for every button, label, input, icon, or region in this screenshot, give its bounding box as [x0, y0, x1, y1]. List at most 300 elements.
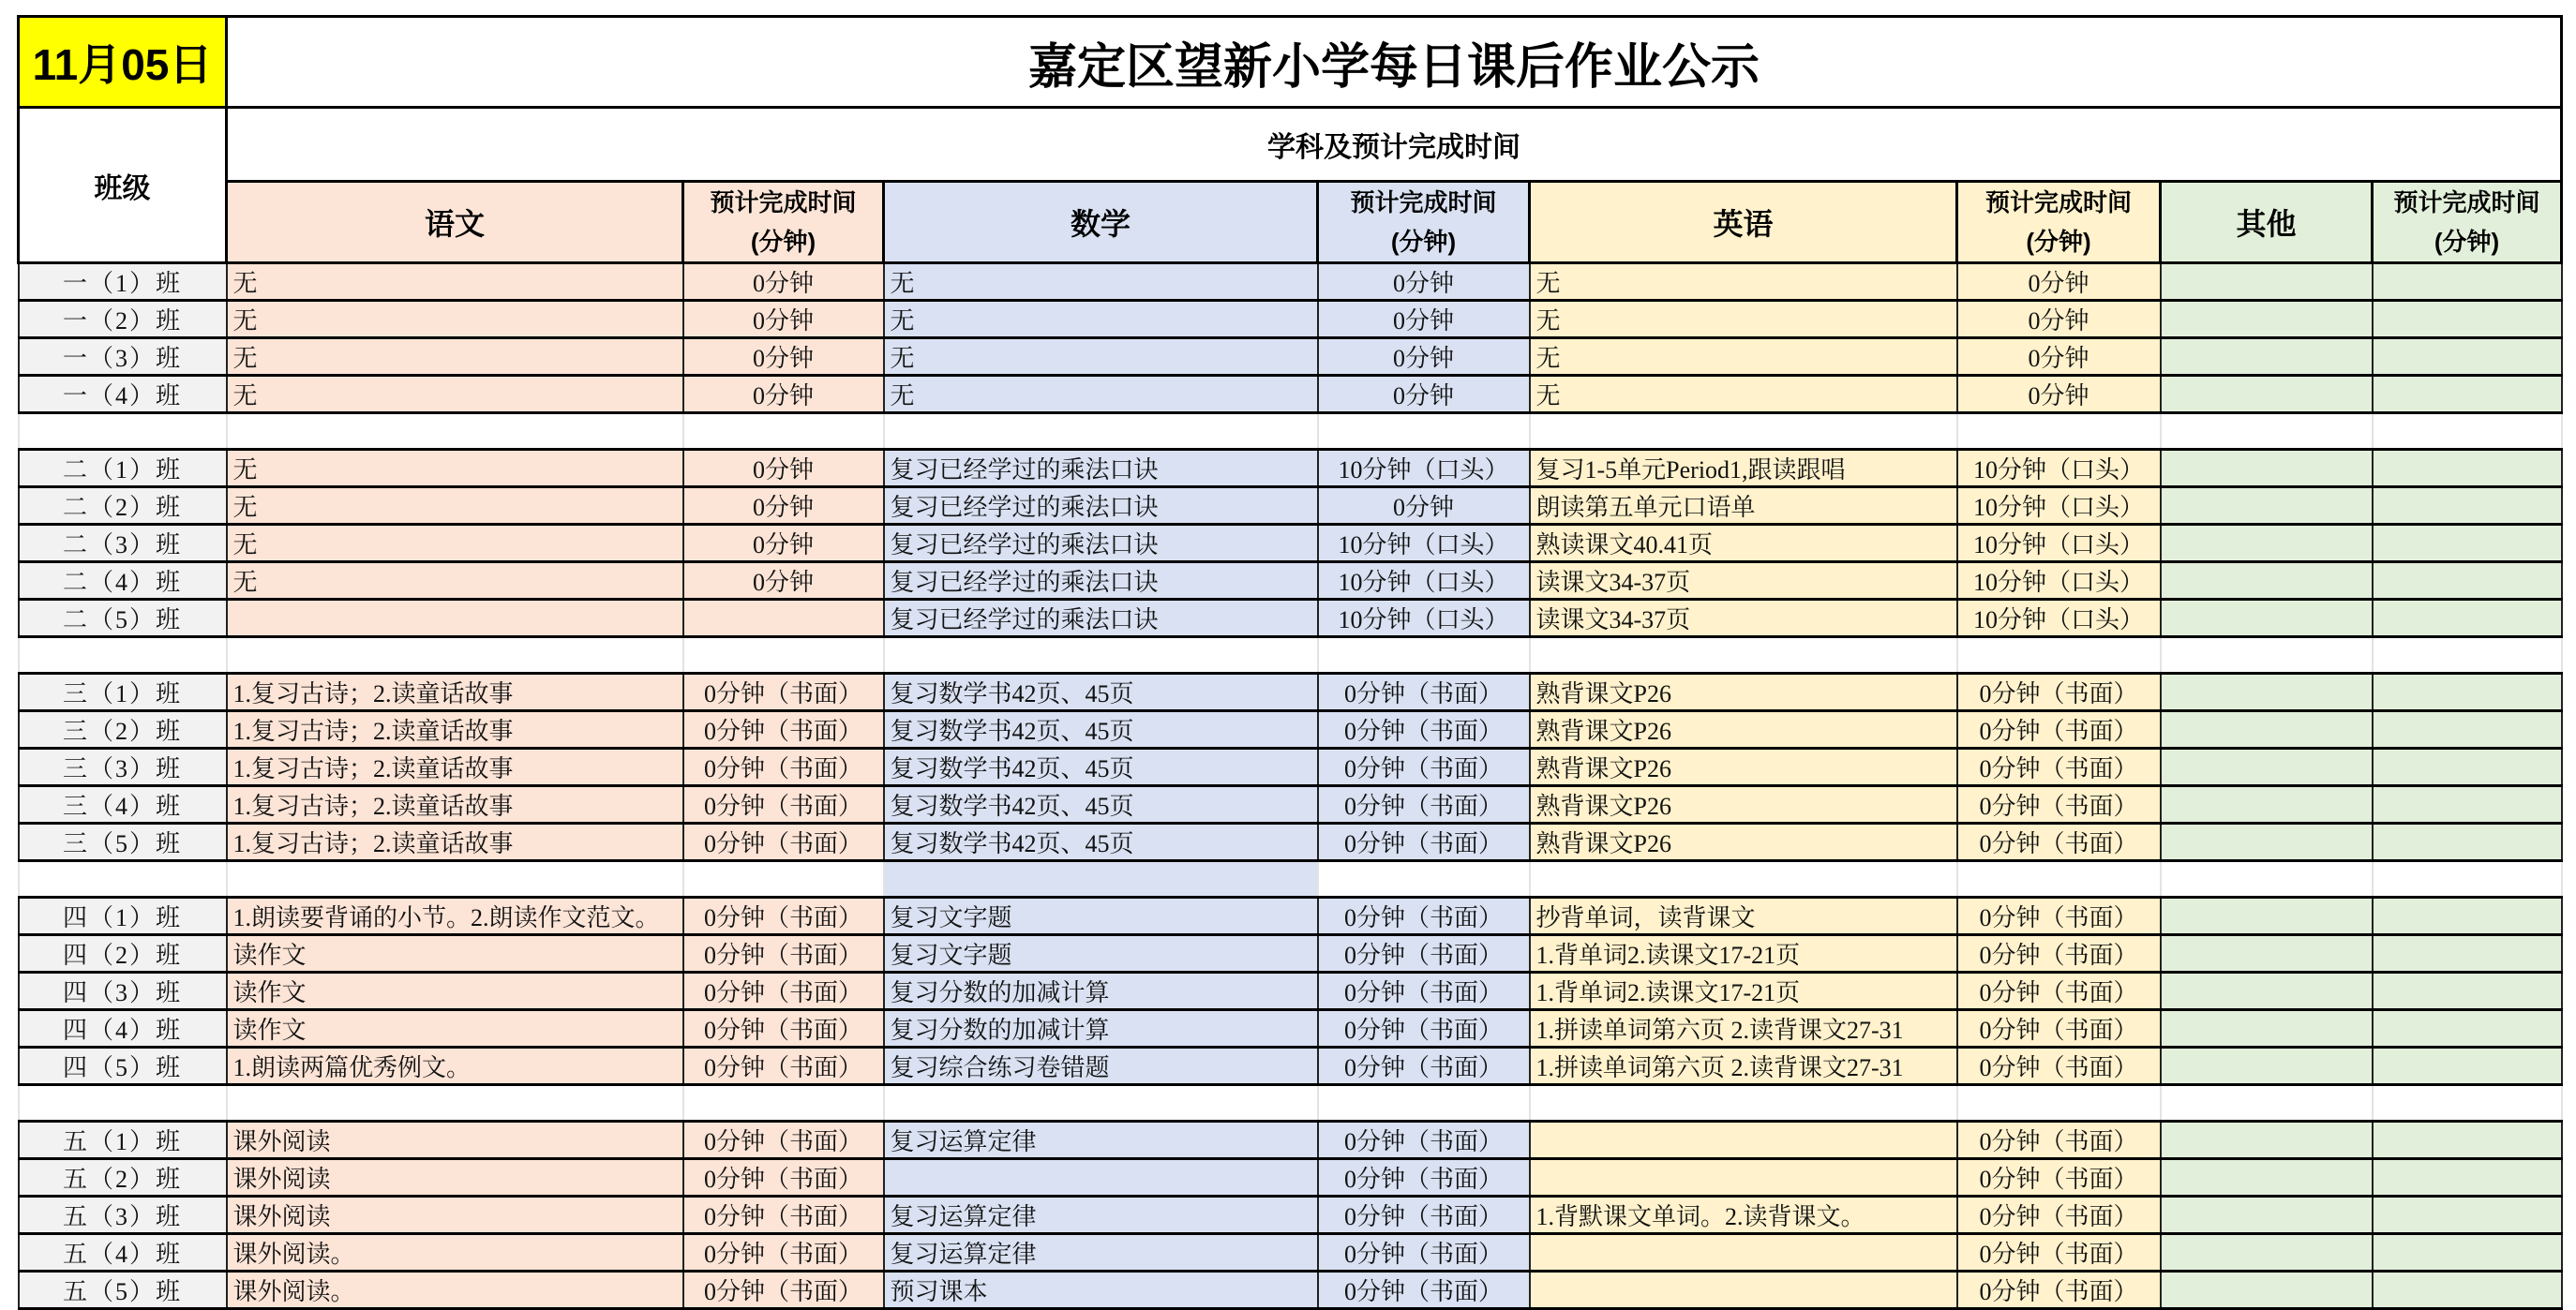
- table-row: [19, 711, 2562, 749]
- chinese-time: 0分钟（书面）: [683, 1048, 884, 1085]
- math-homework: 复习文字题: [884, 935, 1318, 973]
- chinese-time: 0分钟: [683, 525, 884, 562]
- english-time: 0分钟（书面）: [1957, 824, 2161, 861]
- math-time: 10分钟（口头）: [1318, 562, 1530, 600]
- time-header-line1: 预计完成时间: [710, 188, 857, 216]
- other-time: [2373, 824, 2562, 861]
- english-homework: [1530, 1122, 1957, 1159]
- class-name: 五（2）班: [19, 1159, 227, 1197]
- empty-cell: [1530, 1085, 1957, 1122]
- empty-cell: [2373, 1085, 2562, 1122]
- english-homework: 熟背课文P26: [1530, 824, 1957, 861]
- chinese-time: 0分钟: [683, 263, 884, 301]
- empty-cell: [884, 1085, 1318, 1122]
- class-name: 二（2）班: [19, 487, 227, 525]
- other-time: [2373, 1272, 2562, 1309]
- table-row: [19, 1197, 2562, 1234]
- class-name: 二（3）班: [19, 525, 227, 562]
- other-homework: [2161, 824, 2373, 861]
- math-time: 0分钟（书面）: [1318, 1197, 1530, 1234]
- class-name: 四（5）班: [19, 1048, 227, 1085]
- other-time: [2373, 338, 2562, 376]
- chinese-time: 0分钟（书面）: [683, 674, 884, 711]
- class-name: 一（1）班: [19, 263, 227, 301]
- math-time: 0分钟（书面）: [1318, 749, 1530, 786]
- other-homework: [2161, 1272, 2373, 1309]
- empty-cell: [227, 637, 683, 674]
- time-header-line1: 预计完成时间: [1984, 188, 2132, 216]
- english-time: 0分钟（书面）: [1957, 1234, 2161, 1272]
- math-time: 0分钟: [1318, 376, 1530, 413]
- other-time: [2373, 1159, 2562, 1197]
- time-header-line2: (分钟): [1390, 228, 1457, 256]
- chinese-time: 0分钟: [683, 487, 884, 525]
- math-time: 0分钟（书面）: [1318, 711, 1530, 749]
- other-time: [2373, 376, 2562, 413]
- empty-cell: [683, 1085, 884, 1122]
- english-time: 0分钟（书面）: [1957, 1272, 2161, 1309]
- class-name: 二（1）班: [19, 450, 227, 487]
- english-homework: 熟读课文40.41页: [1530, 525, 1957, 562]
- other-homework: [2161, 973, 2373, 1010]
- math-homework: 复习运算定律: [884, 1122, 1318, 1159]
- math-homework: 复习已经学过的乘法口诀: [884, 487, 1318, 525]
- math-time: 10分钟（口头）: [1318, 450, 1530, 487]
- english-time: 0分钟（书面）: [1957, 674, 2161, 711]
- class-name: 二（5）班: [19, 600, 227, 637]
- spacer-row: [19, 861, 2562, 898]
- math-homework: [884, 1159, 1318, 1197]
- table-row: [19, 824, 2562, 861]
- other-time: [2373, 898, 2562, 935]
- english-time: 0分钟（书面）: [1957, 973, 2161, 1010]
- english-homework: 熟背课文P26: [1530, 786, 1957, 824]
- class-name: 一（3）班: [19, 338, 227, 376]
- other-homework: [2161, 749, 2373, 786]
- english-homework: 复习1-5单元Period1,跟读跟唱: [1530, 450, 1957, 487]
- empty-cell: [884, 413, 1318, 450]
- chinese-homework: 课外阅读: [227, 1197, 683, 1234]
- english-homework: [1530, 1234, 1957, 1272]
- math-homework: 复习数学书42页、45页: [884, 824, 1318, 861]
- math-time: 0分钟（书面）: [1318, 824, 1530, 861]
- other-homework: [2161, 1197, 2373, 1234]
- empty-cell: [227, 861, 683, 898]
- table-row: [19, 525, 2562, 562]
- time-header-math: [1318, 182, 1530, 263]
- table-body: [19, 263, 2562, 1309]
- chinese-homework: [227, 600, 683, 637]
- other-time: [2373, 301, 2562, 338]
- math-time: 0分钟（书面）: [1318, 1159, 1530, 1197]
- math-homework: 复习已经学过的乘法口诀: [884, 450, 1318, 487]
- empty-cell: [2161, 637, 2373, 674]
- math-time: 0分钟（书面）: [1318, 1010, 1530, 1048]
- math-homework: 复习运算定律: [884, 1197, 1318, 1234]
- spacer-row: [19, 413, 2562, 450]
- english-homework: [1530, 1272, 1957, 1309]
- chinese-homework: 无: [227, 301, 683, 338]
- other-homework: [2161, 1048, 2373, 1085]
- table-row: [19, 600, 2562, 637]
- table-row: [19, 1272, 2562, 1309]
- chinese-homework: 无: [227, 376, 683, 413]
- empty-cell: [884, 861, 1318, 898]
- chinese-homework: 课外阅读: [227, 1122, 683, 1159]
- empty-cell: [1530, 637, 1957, 674]
- empty-cell: [19, 637, 227, 674]
- math-homework: 无: [884, 338, 1318, 376]
- chinese-homework: 无: [227, 263, 683, 301]
- other-time: [2373, 973, 2562, 1010]
- english-homework: 无: [1530, 338, 1957, 376]
- chinese-homework: 1.复习古诗；2.读童话故事: [227, 674, 683, 711]
- chinese-homework: 无: [227, 562, 683, 600]
- math-time: 0分钟（书面）: [1318, 786, 1530, 824]
- math-time: 0分钟: [1318, 301, 1530, 338]
- class-name: 四（1）班: [19, 898, 227, 935]
- math-homework: 复习数学书42页、45页: [884, 674, 1318, 711]
- time-header-line2: (分钟): [2434, 228, 2500, 256]
- other-homework: [2161, 600, 2373, 637]
- class-name: 四（2）班: [19, 935, 227, 973]
- spacer-row: [19, 1085, 2562, 1122]
- chinese-time: 0分钟（书面）: [683, 973, 884, 1010]
- english-homework: 1.背默课文单词。2.读背课文。: [1530, 1197, 1957, 1234]
- other-time: [2373, 600, 2562, 637]
- english-homework: [1530, 1159, 1957, 1197]
- class-name: 一（4）班: [19, 376, 227, 413]
- time-header-other: [2373, 182, 2562, 263]
- class-name: 二（4）班: [19, 562, 227, 600]
- class-name: 三（3）班: [19, 749, 227, 786]
- chinese-time: 0分钟: [683, 562, 884, 600]
- math-homework: 复习数学书42页、45页: [884, 749, 1318, 786]
- other-time: [2373, 1122, 2562, 1159]
- chinese-homework: 1.复习古诗；2.读童话故事: [227, 786, 683, 824]
- english-time: 0分钟: [1957, 376, 2161, 413]
- english-time: 10分钟（口头）: [1957, 487, 2161, 525]
- homework-table: [17, 15, 2563, 1310]
- chinese-homework: 课外阅读。: [227, 1272, 683, 1309]
- table-row: [19, 1048, 2562, 1085]
- chinese-homework: 无: [227, 487, 683, 525]
- math-time: 10分钟（口头）: [1318, 525, 1530, 562]
- english-time: 10分钟（口头）: [1957, 600, 2161, 637]
- chinese-time: 0分钟（书面）: [683, 898, 884, 935]
- table-row: [19, 786, 2562, 824]
- empty-cell: [19, 861, 227, 898]
- class-name: 五（5）班: [19, 1272, 227, 1309]
- class-name: 五（1）班: [19, 1122, 227, 1159]
- empty-cell: [1957, 637, 2161, 674]
- empty-cell: [1318, 637, 1530, 674]
- date-cell: 11月05日: [19, 17, 227, 108]
- math-time: 0分钟: [1318, 487, 1530, 525]
- english-homework: 1.背单词2.读课文17-21页: [1530, 973, 1957, 1010]
- empty-cell: [683, 413, 884, 450]
- class-name: 三（2）班: [19, 711, 227, 749]
- english-time: 0分钟（书面）: [1957, 935, 2161, 973]
- class-name: 五（3）班: [19, 1197, 227, 1234]
- table-row: [19, 674, 2562, 711]
- math-time: 0分钟（书面）: [1318, 898, 1530, 935]
- other-time: [2373, 674, 2562, 711]
- math-homework: 复习已经学过的乘法口诀: [884, 562, 1318, 600]
- math-time: 0分钟: [1318, 338, 1530, 376]
- table-row: [19, 338, 2562, 376]
- other-time: [2373, 450, 2562, 487]
- table-row: [19, 898, 2562, 935]
- page-title: 嘉定区望新小学每日课后作业公示: [227, 17, 2562, 108]
- time-header-line1: 预计完成时间: [1350, 188, 1497, 216]
- table-row: [19, 973, 2562, 1010]
- class-name: 三（4）班: [19, 786, 227, 824]
- english-time: 0分钟（书面）: [1957, 786, 2161, 824]
- english-time: 0分钟（书面）: [1957, 749, 2161, 786]
- class-name: 一（2）班: [19, 301, 227, 338]
- empty-cell: [1957, 413, 2161, 450]
- chinese-time: 0分钟: [683, 338, 884, 376]
- other-homework: [2161, 487, 2373, 525]
- english-time: 0分钟: [1957, 301, 2161, 338]
- other-homework: [2161, 935, 2373, 973]
- table-row: [19, 487, 2562, 525]
- chinese-homework: 无: [227, 525, 683, 562]
- other-homework: [2161, 898, 2373, 935]
- other-homework: [2161, 562, 2373, 600]
- table-row: [19, 1122, 2562, 1159]
- math-time: 0分钟（书面）: [1318, 1234, 1530, 1272]
- english-time: 10分钟（口头）: [1957, 450, 2161, 487]
- other-time: [2373, 487, 2562, 525]
- time-header-english: [1957, 182, 2161, 263]
- chinese-time: 0分钟: [683, 376, 884, 413]
- english-homework: 无: [1530, 263, 1957, 301]
- chinese-homework: 课外阅读: [227, 1159, 683, 1197]
- empty-cell: [2161, 413, 2373, 450]
- math-time: 0分钟（书面）: [1318, 935, 1530, 973]
- chinese-time: 0分钟（书面）: [683, 1197, 884, 1234]
- other-homework: [2161, 786, 2373, 824]
- english-time: 0分钟（书面）: [1957, 1122, 2161, 1159]
- chinese-time: 0分钟（书面）: [683, 749, 884, 786]
- other-homework: [2161, 711, 2373, 749]
- math-time: 10分钟（口头）: [1318, 600, 1530, 637]
- table-row: [19, 1234, 2562, 1272]
- empty-cell: [2161, 1085, 2373, 1122]
- math-time: 0分钟（书面）: [1318, 1048, 1530, 1085]
- chinese-homework: 1.朗读要背诵的小节。2.朗读作文范文。: [227, 898, 683, 935]
- other-homework: [2161, 1010, 2373, 1048]
- other-homework: [2161, 338, 2373, 376]
- subject-header-english: 英语: [1530, 182, 1957, 263]
- empty-cell: [227, 413, 683, 450]
- math-homework: 预习课本: [884, 1272, 1318, 1309]
- english-homework: 1.拼读单词第六页 2.读背课文27-31: [1530, 1048, 1957, 1085]
- math-homework: 复习运算定律: [884, 1234, 1318, 1272]
- other-time: [2373, 935, 2562, 973]
- other-time: [2373, 562, 2562, 600]
- math-time: 0分钟: [1318, 263, 1530, 301]
- chinese-time: 0分钟（书面）: [683, 711, 884, 749]
- chinese-time: 0分钟（书面）: [683, 1272, 884, 1309]
- english-homework: 1.背单词2.读课文17-21页: [1530, 935, 1957, 973]
- english-time: 0分钟（书面）: [1957, 1048, 2161, 1085]
- class-name: 四（3）班: [19, 973, 227, 1010]
- chinese-homework: 1.复习古诗；2.读童话故事: [227, 824, 683, 861]
- math-homework: 复习数学书42页、45页: [884, 711, 1318, 749]
- other-homework: [2161, 1159, 2373, 1197]
- english-homework: 熟背课文P26: [1530, 711, 1957, 749]
- time-header-line1: 预计完成时间: [2393, 188, 2540, 216]
- empty-cell: [1318, 861, 1530, 898]
- subjects-header: 学科及预计完成时间: [227, 108, 2562, 182]
- chinese-homework: 无: [227, 450, 683, 487]
- english-time: 0分钟（书面）: [1957, 1010, 2161, 1048]
- math-homework: 复习数学书42页、45页: [884, 786, 1318, 824]
- math-homework: 复习已经学过的乘法口诀: [884, 600, 1318, 637]
- empty-cell: [19, 1085, 227, 1122]
- other-homework: [2161, 376, 2373, 413]
- class-name: 三（1）班: [19, 674, 227, 711]
- math-homework: 复习分数的加减计算: [884, 973, 1318, 1010]
- other-time: [2373, 711, 2562, 749]
- english-homework: 抄背单词，读背课文: [1530, 898, 1957, 935]
- empty-cell: [2373, 413, 2562, 450]
- english-homework: 读课文34-37页: [1530, 600, 1957, 637]
- table-row: [19, 1159, 2562, 1197]
- time-header-line2: (分钟): [2026, 228, 2091, 256]
- english-time: 0分钟（书面）: [1957, 711, 2161, 749]
- empty-cell: [1957, 1085, 2161, 1122]
- other-homework: [2161, 1122, 2373, 1159]
- other-time: [2373, 525, 2562, 562]
- english-homework: 熟背课文P26: [1530, 749, 1957, 786]
- spacer-row: [19, 637, 2562, 674]
- english-time: 0分钟（书面）: [1957, 898, 2161, 935]
- other-homework: [2161, 301, 2373, 338]
- empty-cell: [1957, 861, 2161, 898]
- chinese-homework: 1.复习古诗；2.读童话故事: [227, 749, 683, 786]
- chinese-time: 0分钟: [683, 301, 884, 338]
- english-time: 0分钟: [1957, 263, 2161, 301]
- empty-cell: [1318, 413, 1530, 450]
- other-homework: [2161, 525, 2373, 562]
- chinese-time: 0分钟（书面）: [683, 1159, 884, 1197]
- empty-cell: [2161, 861, 2373, 898]
- other-time: [2373, 1197, 2562, 1234]
- math-time: 0分钟（书面）: [1318, 973, 1530, 1010]
- chinese-time: 0分钟（书面）: [683, 1010, 884, 1048]
- empty-cell: [1530, 413, 1957, 450]
- other-homework: [2161, 450, 2373, 487]
- math-homework: 无: [884, 263, 1318, 301]
- table-row: [19, 263, 2562, 301]
- other-time: [2373, 263, 2562, 301]
- chinese-homework: 读作文: [227, 935, 683, 973]
- empty-cell: [227, 1085, 683, 1122]
- empty-cell: [683, 861, 884, 898]
- table-row: [19, 376, 2562, 413]
- chinese-time: 0分钟（书面）: [683, 1122, 884, 1159]
- math-time: 0分钟（书面）: [1318, 674, 1530, 711]
- table-row: [19, 1010, 2562, 1048]
- subject-header-chinese: 语文: [227, 182, 683, 263]
- chinese-time: [683, 600, 884, 637]
- other-time: [2373, 786, 2562, 824]
- empty-cell: [2373, 861, 2562, 898]
- chinese-homework: 1.复习古诗；2.读童话故事: [227, 711, 683, 749]
- english-homework: 1.拼读单词第六页 2.读背课文27-31: [1530, 1010, 1957, 1048]
- empty-cell: [2373, 637, 2562, 674]
- math-homework: 复习综合练习卷错题: [884, 1048, 1318, 1085]
- english-time: 0分钟: [1957, 338, 2161, 376]
- english-time: 10分钟（口头）: [1957, 562, 2161, 600]
- other-time: [2373, 1010, 2562, 1048]
- chinese-time: 0分钟（书面）: [683, 786, 884, 824]
- other-time: [2373, 1234, 2562, 1272]
- other-homework: [2161, 674, 2373, 711]
- math-homework: 复习分数的加减计算: [884, 1010, 1318, 1048]
- math-homework: 无: [884, 301, 1318, 338]
- table-row: [19, 301, 2562, 338]
- math-homework: 复习文字题: [884, 898, 1318, 935]
- english-homework: 读课文34-37页: [1530, 562, 1957, 600]
- empty-cell: [1530, 861, 1957, 898]
- other-homework: [2161, 1234, 2373, 1272]
- math-time: 0分钟（书面）: [1318, 1122, 1530, 1159]
- subject-header-other: 其他: [2161, 182, 2373, 263]
- english-homework: 无: [1530, 301, 1957, 338]
- chinese-homework: 读作文: [227, 973, 683, 1010]
- table-row: [19, 935, 2562, 973]
- math-homework: 无: [884, 376, 1318, 413]
- english-homework: 无: [1530, 376, 1957, 413]
- class-name: 三（5）班: [19, 824, 227, 861]
- empty-cell: [19, 413, 227, 450]
- subject-header-math: 数学: [884, 182, 1318, 263]
- table-row: [19, 450, 2562, 487]
- chinese-homework: 无: [227, 338, 683, 376]
- class-header: 班级: [19, 108, 227, 263]
- english-homework: 朗读第五单元口语单: [1530, 487, 1957, 525]
- other-homework: [2161, 263, 2373, 301]
- class-name: 五（4）班: [19, 1234, 227, 1272]
- empty-cell: [1318, 1085, 1530, 1122]
- chinese-homework: 1.朗读两篇优秀例文。: [227, 1048, 683, 1085]
- class-name: 四（4）班: [19, 1010, 227, 1048]
- chinese-time: 0分钟（书面）: [683, 824, 884, 861]
- chinese-time: 0分钟（书面）: [683, 935, 884, 973]
- math-homework: 复习已经学过的乘法口诀: [884, 525, 1318, 562]
- chinese-time: 0分钟: [683, 450, 884, 487]
- english-time: 0分钟（书面）: [1957, 1197, 2161, 1234]
- math-time: 0分钟（书面）: [1318, 1272, 1530, 1309]
- empty-cell: [683, 637, 884, 674]
- english-time: 10分钟（口头）: [1957, 525, 2161, 562]
- table-row: [19, 749, 2562, 786]
- time-header-chinese: [683, 182, 884, 263]
- time-header-line2: (分钟): [750, 228, 816, 256]
- english-homework: 熟背课文P26: [1530, 674, 1957, 711]
- other-time: [2373, 749, 2562, 786]
- chinese-homework: 课外阅读。: [227, 1234, 683, 1272]
- table-row: [19, 562, 2562, 600]
- empty-cell: [884, 637, 1318, 674]
- english-time: 0分钟（书面）: [1957, 1159, 2161, 1197]
- chinese-homework: 读作文: [227, 1010, 683, 1048]
